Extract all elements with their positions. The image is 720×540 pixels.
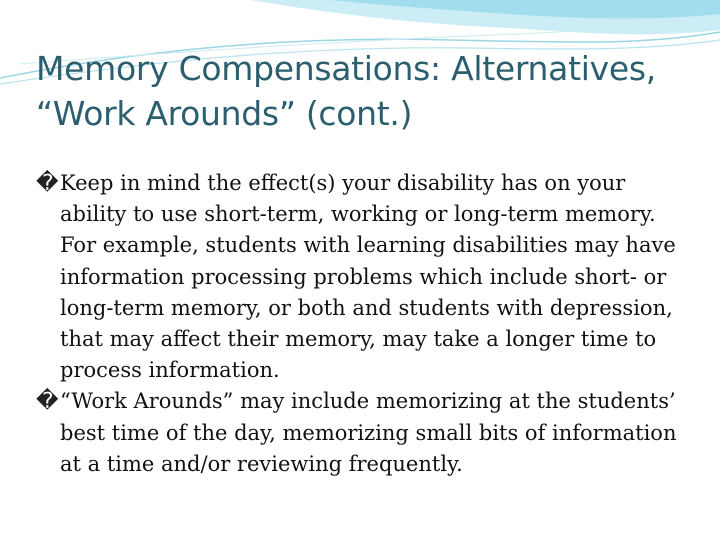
title-line-1: Memory Compensations: Alternatives, xyxy=(36,49,656,88)
title-line-2: “Work Arounds” (cont.) xyxy=(36,94,413,133)
bullet-text: Keep in mind the effect(s) your disability has on your ability to use short-term, working or long-term memory. For example, students with learning disabilities may have information processing problems which include short- or long-term memory, or both and students with depression, that may affect their memory, may take a longer time to process information. xyxy=(60,171,676,383)
bullet-text: “Work Arounds” may include memorizing at the students’ best time of the day, memorizing small bits of information at a time and/or reviewing frequently. xyxy=(60,389,677,476)
bullet-marker-icon: � xyxy=(36,389,59,415)
bullet-item xyxy=(36,386,696,480)
slide-body xyxy=(36,168,696,480)
bullet-item xyxy=(36,168,696,386)
bullet-marker-icon: � xyxy=(36,171,59,196)
slide-title xyxy=(36,46,696,136)
